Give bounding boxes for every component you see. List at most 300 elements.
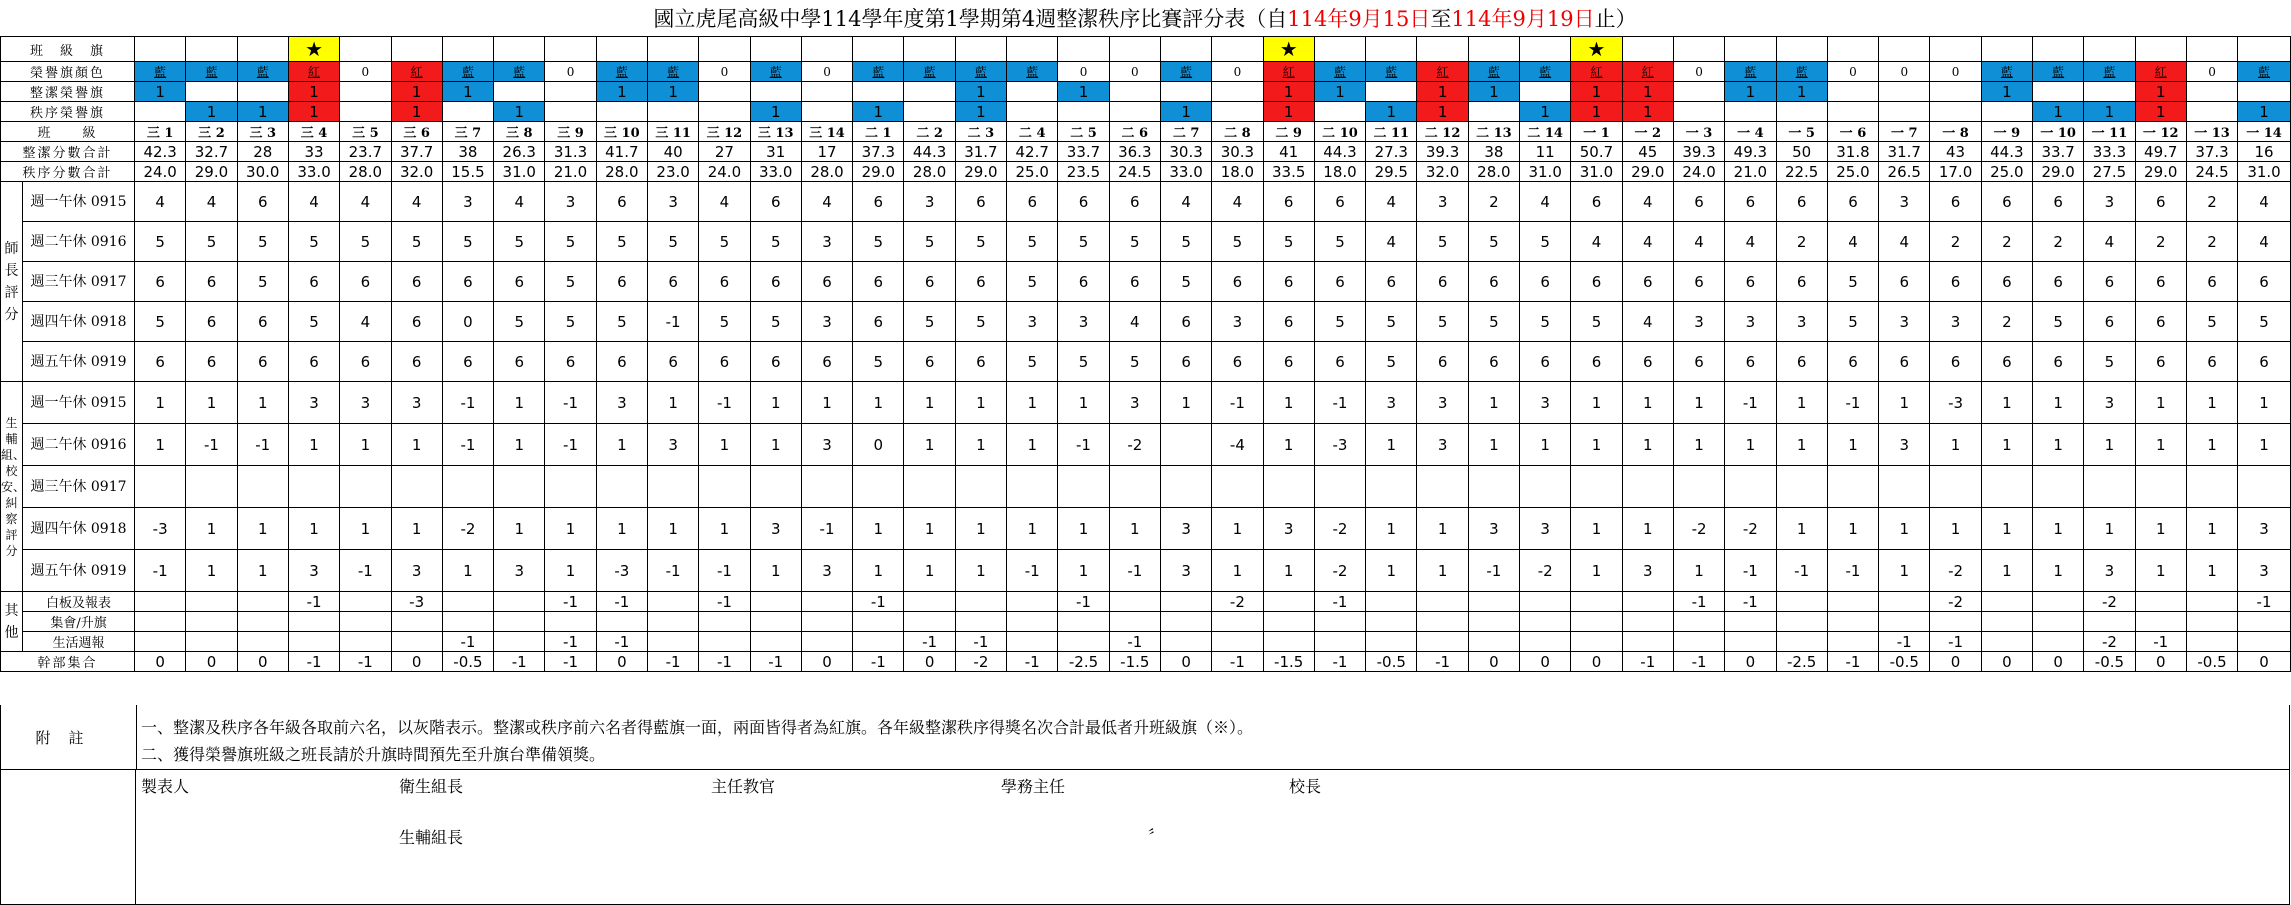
teacher-score-cell: 5 bbox=[2238, 302, 2291, 342]
cadre-cell: 0 bbox=[2033, 652, 2084, 672]
clean-total-cell: 37.3 bbox=[2186, 142, 2237, 162]
staff-score-cell: -1 bbox=[1725, 550, 1776, 592]
weekly-cell bbox=[135, 632, 186, 652]
whiteboard-cell: -1 bbox=[1058, 592, 1109, 612]
staff-score-cell: -2 bbox=[1673, 508, 1724, 550]
staff-score-cell bbox=[647, 466, 698, 508]
clean-total-cell: 41.7 bbox=[596, 142, 647, 162]
teacher-score-cell: 6 bbox=[1571, 182, 1622, 222]
staff-score-cell: 1 bbox=[2135, 382, 2186, 424]
table-row bbox=[1, 652, 2291, 672]
honor-color-cell: 0 bbox=[1058, 62, 1109, 82]
order-flag-cell: 1 bbox=[1520, 102, 1571, 122]
teacher-score-cell: 4 bbox=[1622, 222, 1673, 262]
staff-score-cell: 1 bbox=[1981, 550, 2032, 592]
honor-color-cell: 0 bbox=[1930, 62, 1981, 82]
order-flag-cell: 1 bbox=[1622, 102, 1673, 122]
order-flag-cell: 1 bbox=[1160, 102, 1211, 122]
staff-score-cell: 1 bbox=[1007, 382, 1058, 424]
class-name: 一 8 bbox=[1930, 122, 1981, 142]
staff-score-cell: 3 bbox=[801, 424, 852, 466]
whiteboard-cell bbox=[2186, 592, 2237, 612]
cadre-cell: -2.5 bbox=[1776, 652, 1827, 672]
weekly-cell bbox=[1263, 632, 1314, 652]
clean-total-cell: 44.3 bbox=[1314, 142, 1365, 162]
teacher-score-cell: 2 bbox=[1981, 302, 2032, 342]
staff-score-cell bbox=[494, 466, 545, 508]
table-row bbox=[1, 162, 2291, 182]
order-flag-cell bbox=[1879, 102, 1930, 122]
assembly-cell bbox=[1981, 612, 2032, 632]
staff-score-cell: 3 bbox=[1468, 508, 1519, 550]
class-name: 三 13 bbox=[750, 122, 801, 142]
table-row bbox=[1, 262, 2291, 302]
class-name: 三 7 bbox=[442, 122, 493, 142]
table-row bbox=[1, 82, 2291, 102]
assembly-cell bbox=[135, 612, 186, 632]
staff-score-cell: -2 bbox=[1725, 508, 1776, 550]
clean-flag-cell: 1 bbox=[1263, 82, 1314, 102]
whiteboard-cell: -2 bbox=[1930, 592, 1981, 612]
class-flag-cell bbox=[1314, 37, 1365, 62]
teacher-score-cell: 6 bbox=[391, 342, 442, 382]
table-row bbox=[1, 550, 2291, 592]
staff-score-cell bbox=[1212, 466, 1263, 508]
whiteboard-cell bbox=[1879, 592, 1930, 612]
order-flag-cell bbox=[340, 102, 391, 122]
weekly-cell bbox=[2238, 632, 2291, 652]
clean-flag-cell bbox=[904, 82, 955, 102]
staff-score-cell: 1 bbox=[1930, 508, 1981, 550]
teacher-score-cell: 6 bbox=[1622, 342, 1673, 382]
clean-flag-cell bbox=[237, 82, 288, 102]
staff-score-cell: 1 bbox=[750, 382, 801, 424]
honor-color-cell: 藍 bbox=[135, 62, 186, 82]
assembly-cell bbox=[1571, 612, 1622, 632]
staff-score-cell: 1 bbox=[904, 508, 955, 550]
whiteboard-cell: -1 bbox=[1673, 592, 1724, 612]
teacher-score-cell: 2 bbox=[1468, 182, 1519, 222]
table-row bbox=[1, 142, 2291, 162]
teacher-score-cell: 6 bbox=[2084, 262, 2135, 302]
row-label-honor-color: 榮譽旗顏色 bbox=[1, 62, 135, 82]
order-flag-cell: 1 bbox=[2238, 102, 2291, 122]
teacher-score-cell: 6 bbox=[1879, 262, 1930, 302]
order-total-cell: 22.5 bbox=[1776, 162, 1827, 182]
order-flag-cell bbox=[1058, 102, 1109, 122]
whiteboard-cell: -2 bbox=[1212, 592, 1263, 612]
class-flag-cell bbox=[1879, 37, 1930, 62]
whiteboard-cell bbox=[1109, 592, 1160, 612]
clean-flag-cell bbox=[1879, 82, 1930, 102]
signer-academic: 學務主任 bbox=[1001, 777, 1066, 796]
staff-score-cell: 1 bbox=[1776, 382, 1827, 424]
assembly-cell bbox=[647, 612, 698, 632]
clean-total-cell: 23.7 bbox=[340, 142, 391, 162]
staff-score-cell: 1 bbox=[904, 550, 955, 592]
assembly-cell bbox=[801, 612, 852, 632]
staff-score-cell: 1 bbox=[288, 508, 339, 550]
class-name: 三 11 bbox=[647, 122, 698, 142]
teacher-score-cell: 2 bbox=[1981, 222, 2032, 262]
staff-score-cell: 1 bbox=[391, 508, 442, 550]
staff-score-cell: 1 bbox=[1571, 424, 1622, 466]
class-flag-cell bbox=[801, 37, 852, 62]
notes-section bbox=[0, 705, 2290, 770]
teacher-score-cell: 4 bbox=[1571, 222, 1622, 262]
staff-score-cell: 3 bbox=[2238, 550, 2291, 592]
assembly-cell bbox=[1827, 612, 1878, 632]
teacher-score-cell: 4 bbox=[2084, 222, 2135, 262]
staff-score-cell bbox=[2084, 466, 2135, 508]
order-total-cell: 29.0 bbox=[955, 162, 1006, 182]
teacher-score-cell: 5 bbox=[1314, 302, 1365, 342]
teacher-score-cell: 6 bbox=[2186, 342, 2237, 382]
staff-score-cell: 1 bbox=[1263, 550, 1314, 592]
staff-score-cell: -2 bbox=[1520, 550, 1571, 592]
staff-score-cell: 1 bbox=[186, 550, 237, 592]
whiteboard-cell: -3 bbox=[391, 592, 442, 612]
whiteboard-cell: -1 bbox=[1314, 592, 1365, 612]
teacher-score-cell: 4 bbox=[1366, 222, 1417, 262]
class-name: 一 4 bbox=[1725, 122, 1776, 142]
assembly-cell bbox=[545, 612, 596, 632]
staff-score-cell: 1 bbox=[1058, 382, 1109, 424]
cadre-cell: -0.5 bbox=[1879, 652, 1930, 672]
staff-score-cell bbox=[853, 466, 904, 508]
staff-score-cell: -1 bbox=[1212, 382, 1263, 424]
cadre-cell: -1 bbox=[288, 652, 339, 672]
staff-score-cell: -1 bbox=[1007, 550, 1058, 592]
table-row bbox=[1, 122, 2291, 142]
class-flag-star-icon: ★ bbox=[288, 37, 339, 62]
staff-score-cell bbox=[442, 466, 493, 508]
clean-flag-cell bbox=[1007, 82, 1058, 102]
whiteboard-cell bbox=[1007, 592, 1058, 612]
cadre-cell: -1 bbox=[340, 652, 391, 672]
class-name: 二 8 bbox=[1212, 122, 1263, 142]
teacher-score-cell: 3 bbox=[1776, 302, 1827, 342]
weekly-cell bbox=[1007, 632, 1058, 652]
staff-score-cell bbox=[1930, 466, 1981, 508]
class-flag-cell bbox=[596, 37, 647, 62]
order-flag-cell bbox=[1109, 102, 1160, 122]
clean-flag-cell bbox=[853, 82, 904, 102]
clean-total-cell: 31.8 bbox=[1827, 142, 1878, 162]
clean-flag-cell bbox=[699, 82, 750, 102]
teacher-score-cell: 5 bbox=[1366, 302, 1417, 342]
order-flag-cell bbox=[1468, 102, 1519, 122]
staff-score-cell: 1 bbox=[2033, 382, 2084, 424]
cadre-cell: 0 bbox=[135, 652, 186, 672]
assembly-cell bbox=[1520, 612, 1571, 632]
class-flag-cell bbox=[391, 37, 442, 62]
staff-score-cell: -1 bbox=[545, 424, 596, 466]
staff-score-cell: 1 bbox=[1981, 508, 2032, 550]
staff-score-cell: 1 bbox=[2186, 382, 2237, 424]
cadre-cell: -1 bbox=[545, 652, 596, 672]
teacher-score-cell: 5 bbox=[1058, 222, 1109, 262]
teacher-score-cell: 5 bbox=[904, 302, 955, 342]
teacher-score-cell: 6 bbox=[1263, 182, 1314, 222]
honor-color-cell: 藍 bbox=[904, 62, 955, 82]
staff-score-cell: -1 bbox=[442, 424, 493, 466]
whiteboard-cell bbox=[1827, 592, 1878, 612]
order-flag-cell bbox=[596, 102, 647, 122]
teacher-score-cell: 6 bbox=[1314, 342, 1365, 382]
honor-color-cell: 藍 bbox=[2238, 62, 2291, 82]
teacher-score-cell: 4 bbox=[494, 182, 545, 222]
order-flag-cell: 1 bbox=[1571, 102, 1622, 122]
cadre-cell: -1 bbox=[750, 652, 801, 672]
class-name: 一 3 bbox=[1673, 122, 1724, 142]
teacher-score-cell: 5 bbox=[853, 342, 904, 382]
honor-color-cell: 0 bbox=[801, 62, 852, 82]
order-flag-cell bbox=[135, 102, 186, 122]
staff-score-cell bbox=[1109, 466, 1160, 508]
staff-score-cell: 3 bbox=[288, 550, 339, 592]
honor-color-cell: 0 bbox=[340, 62, 391, 82]
class-flag-cell bbox=[1673, 37, 1724, 62]
table-row bbox=[1, 612, 2291, 632]
assembly-cell bbox=[186, 612, 237, 632]
teacher-score-cell: 4 bbox=[1520, 182, 1571, 222]
class-name: 三 2 bbox=[186, 122, 237, 142]
teacher-score-cell: 3 bbox=[1007, 302, 1058, 342]
class-name: 一 2 bbox=[1622, 122, 1673, 142]
staff-score-cell: 1 bbox=[1673, 424, 1724, 466]
cadre-cell: -2.5 bbox=[1058, 652, 1109, 672]
weekly-cell bbox=[1314, 632, 1365, 652]
table-row bbox=[1, 466, 2291, 508]
staff-score-cell: -1 bbox=[442, 382, 493, 424]
clean-total-cell: 44.3 bbox=[1981, 142, 2032, 162]
teacher-score-cell: 6 bbox=[853, 182, 904, 222]
class-name: 三 10 bbox=[596, 122, 647, 142]
table-row bbox=[1, 508, 2291, 550]
staff-score-cell: 1 bbox=[853, 508, 904, 550]
teacher-score-cell: 6 bbox=[1417, 342, 1468, 382]
cadre-cell: -1 bbox=[853, 652, 904, 672]
row-label-clean-total: 整潔分數合計 bbox=[1, 142, 135, 162]
staff-score-cell: 1 bbox=[288, 424, 339, 466]
clean-flag-cell: 1 bbox=[647, 82, 698, 102]
assembly-cell bbox=[1160, 612, 1211, 632]
class-flag-cell bbox=[1776, 37, 1827, 62]
staff-score-cell: 3 bbox=[647, 424, 698, 466]
order-total-cell: 15.5 bbox=[442, 162, 493, 182]
order-flag-cell bbox=[545, 102, 596, 122]
teacher-score-cell: 6 bbox=[1827, 182, 1878, 222]
staff-score-cell bbox=[288, 466, 339, 508]
teacher-score-cell: 5 bbox=[1520, 302, 1571, 342]
staff-score-cell: 1 bbox=[2238, 382, 2291, 424]
whiteboard-cell bbox=[1981, 592, 2032, 612]
cadre-cell: 0 bbox=[391, 652, 442, 672]
assembly-cell bbox=[1622, 612, 1673, 632]
teacher-score-cell: 6 bbox=[801, 262, 852, 302]
whiteboard-cell bbox=[2033, 592, 2084, 612]
clean-flag-cell bbox=[2084, 82, 2135, 102]
clean-flag-cell: 1 bbox=[1314, 82, 1365, 102]
order-total-cell: 29.5 bbox=[1366, 162, 1417, 182]
staff-score-cell: 1 bbox=[494, 382, 545, 424]
title-suffix: 止） bbox=[1594, 7, 1637, 31]
class-flag-cell bbox=[1212, 37, 1263, 62]
clean-total-cell: 27 bbox=[699, 142, 750, 162]
whiteboard-cell bbox=[1160, 592, 1211, 612]
staff-score-cell: 1 bbox=[237, 382, 288, 424]
staff-score-cell: 3 bbox=[1160, 508, 1211, 550]
assembly-cell bbox=[391, 612, 442, 632]
order-flag-cell: 1 bbox=[2084, 102, 2135, 122]
teacher-score-cell: 3 bbox=[1879, 302, 1930, 342]
assembly-cell bbox=[1058, 612, 1109, 632]
assembly-cell bbox=[904, 612, 955, 632]
assembly-cell bbox=[288, 612, 339, 632]
clean-total-cell: 33.3 bbox=[2084, 142, 2135, 162]
clean-total-cell: 27.3 bbox=[1366, 142, 1417, 162]
weekly-cell bbox=[699, 632, 750, 652]
teacher-score-cell: 6 bbox=[340, 262, 391, 302]
class-flag-star-icon: ★ bbox=[1571, 37, 1622, 62]
teacher-score-cell: 5 bbox=[699, 302, 750, 342]
class-name: 一 13 bbox=[2186, 122, 2237, 142]
teacher-score-cell: 4 bbox=[288, 182, 339, 222]
honor-color-cell: 藍 bbox=[2033, 62, 2084, 82]
clean-flag-cell: 1 bbox=[1058, 82, 1109, 102]
order-total-cell: 26.5 bbox=[1879, 162, 1930, 182]
clean-total-cell: 33.7 bbox=[1058, 142, 1109, 162]
staff-score-cell: -1 bbox=[545, 382, 596, 424]
honor-color-cell: 藍 bbox=[853, 62, 904, 82]
staff-score-cell: -2 bbox=[1314, 550, 1365, 592]
clean-total-cell: 11 bbox=[1520, 142, 1571, 162]
teacher-score-cell: 6 bbox=[1468, 262, 1519, 302]
teacher-score-cell: 5 bbox=[340, 222, 391, 262]
honor-color-cell: 0 bbox=[1879, 62, 1930, 82]
staff-score-cell: 1 bbox=[1468, 424, 1519, 466]
honor-color-cell: 藍 bbox=[442, 62, 493, 82]
clean-total-cell: 31.7 bbox=[955, 142, 1006, 162]
honor-color-cell: 藍 bbox=[1468, 62, 1519, 82]
cadre-cell: -1 bbox=[1314, 652, 1365, 672]
class-name: 一 5 bbox=[1776, 122, 1827, 142]
order-flag-cell: 1 bbox=[494, 102, 545, 122]
honor-color-cell: 藍 bbox=[2084, 62, 2135, 82]
weekly-cell bbox=[1673, 632, 1724, 652]
staff-score-cell bbox=[699, 466, 750, 508]
note-line-1: 一、整潔及秩序各年級各取前六名，以灰階表示。整潔或秩序前六名者得藍旗一面，兩面皆得者為紅旗。各年級整潔秩序得獎名次合計最低者升班級旗（※）。 bbox=[141, 718, 1254, 737]
staff-score-cell bbox=[1160, 424, 1211, 466]
teacher-score-cell: 6 bbox=[904, 342, 955, 382]
category-teacher: 師長評分 bbox=[1, 182, 23, 382]
class-name: 二 9 bbox=[1263, 122, 1314, 142]
cadre-cell: 0 bbox=[1930, 652, 1981, 672]
staff-score-cell bbox=[1263, 466, 1314, 508]
assembly-cell bbox=[1879, 612, 1930, 632]
staff-score-cell: 1 bbox=[955, 424, 1006, 466]
staff-score-cell: 1 bbox=[1007, 508, 1058, 550]
teacher-score-cell: 6 bbox=[1622, 262, 1673, 302]
clean-flag-cell: 1 bbox=[1417, 82, 1468, 102]
order-total-cell: 31.0 bbox=[1520, 162, 1571, 182]
whiteboard-cell bbox=[1571, 592, 1622, 612]
staff-score-cell: -1 bbox=[1468, 550, 1519, 592]
staff-score-cell: 1 bbox=[1879, 508, 1930, 550]
cadre-cell: -1 bbox=[1827, 652, 1878, 672]
teacher-score-cell: 6 bbox=[647, 342, 698, 382]
honor-color-cell: 藍 bbox=[750, 62, 801, 82]
class-flag-cell bbox=[853, 37, 904, 62]
clean-flag-cell bbox=[2186, 82, 2237, 102]
whiteboard-cell: -1 bbox=[853, 592, 904, 612]
teacher-score-cell: 6 bbox=[237, 342, 288, 382]
class-flag-cell bbox=[1827, 37, 1878, 62]
class-name: 一 14 bbox=[2238, 122, 2291, 142]
staff-score-cell: 1 bbox=[853, 382, 904, 424]
signature-divider bbox=[135, 769, 136, 904]
score-table bbox=[0, 36, 2291, 672]
order-flag-cell: 1 bbox=[186, 102, 237, 122]
class-name: 一 11 bbox=[2084, 122, 2135, 142]
clean-total-cell: 39.3 bbox=[1673, 142, 1724, 162]
title-prefix: 國立虎尾高級中學114學年度第1學期第4週整潔秩序比賽評分表（自 bbox=[653, 7, 1288, 31]
whiteboard-cell bbox=[801, 592, 852, 612]
staff-score-cell: 1 bbox=[2033, 508, 2084, 550]
order-flag-cell: 1 bbox=[750, 102, 801, 122]
weekly-cell: -1 bbox=[955, 632, 1006, 652]
assembly-cell bbox=[1212, 612, 1263, 632]
assembly-cell bbox=[1109, 612, 1160, 632]
staff-score-cell: 1 bbox=[2186, 508, 2237, 550]
honor-color-cell: 紅 bbox=[2135, 62, 2186, 82]
staff-score-cell bbox=[237, 466, 288, 508]
staff-score-cell bbox=[955, 466, 1006, 508]
cadre-cell: -1 bbox=[647, 652, 698, 672]
order-flag-cell: 1 bbox=[2033, 102, 2084, 122]
clean-total-cell: 31.7 bbox=[1879, 142, 1930, 162]
teacher-score-cell: 6 bbox=[2135, 262, 2186, 302]
teacher-score-cell: 6 bbox=[1160, 342, 1211, 382]
order-total-cell: 32.0 bbox=[391, 162, 442, 182]
teacher-score-cell: 5 bbox=[1007, 222, 1058, 262]
honor-color-cell: 藍 bbox=[596, 62, 647, 82]
teacher-score-cell: 5 bbox=[545, 262, 596, 302]
class-flag-star-icon: ★ bbox=[1263, 37, 1314, 62]
teacher-score-cell: 6 bbox=[1571, 262, 1622, 302]
whiteboard-cell bbox=[1520, 592, 1571, 612]
clean-flag-cell: 1 bbox=[1776, 82, 1827, 102]
weekly-cell: -1 bbox=[2135, 632, 2186, 652]
honor-color-cell: 0 bbox=[1109, 62, 1160, 82]
staff-score-cell: 1 bbox=[442, 550, 493, 592]
sub-label-teacher-thu: 週四午休 0918 bbox=[23, 302, 135, 342]
staff-score-cell: -1 bbox=[1827, 550, 1878, 592]
teacher-score-cell: 6 bbox=[442, 342, 493, 382]
staff-score-cell: 3 bbox=[1109, 382, 1160, 424]
staff-score-cell: -4 bbox=[1212, 424, 1263, 466]
teacher-score-cell: 2 bbox=[2186, 222, 2237, 262]
weekly-cell bbox=[1160, 632, 1211, 652]
cadre-cell: -1 bbox=[699, 652, 750, 672]
whiteboard-cell bbox=[1622, 592, 1673, 612]
teacher-score-cell: 6 bbox=[596, 262, 647, 302]
teacher-score-cell: 5 bbox=[1520, 222, 1571, 262]
teacher-score-cell: 4 bbox=[2238, 222, 2291, 262]
whiteboard-cell bbox=[1776, 592, 1827, 612]
teacher-score-cell: 3 bbox=[1212, 302, 1263, 342]
